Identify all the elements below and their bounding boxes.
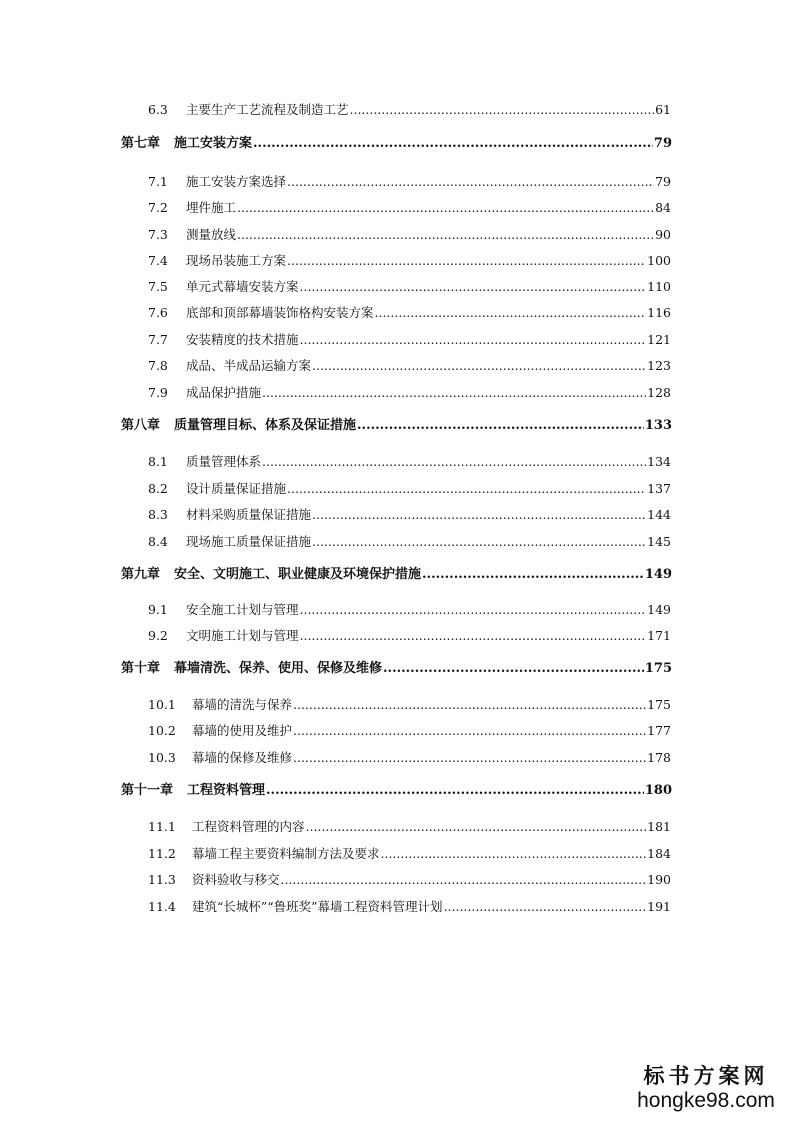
toc-dot-leader [266,781,644,801]
toc-section-entry[interactable] [148,356,671,376]
toc-dot-leader [444,897,647,917]
toc-entry-page: 123 [647,358,671,373]
toc-entry-number: 8.1 [148,454,168,469]
toc-section-entry[interactable] [148,383,671,403]
toc-dot-leader [312,356,646,376]
toc-entry-title: 测量放线 [186,227,237,242]
toc-entry-page: 144 [647,507,671,522]
toc-entry-page: 79 [655,174,671,189]
toc-dot-leader [287,479,646,499]
toc-dot-leader [262,452,646,472]
toc-dot-leader [293,748,646,768]
toc-entry-page: 90 [655,227,671,242]
toc-entry-title: 安全、文明施工、职业健康及环境保护措施 [174,567,422,582]
toc-dot-leader [300,600,647,620]
toc-entry-page: 191 [647,899,671,914]
toc-entry-page: 181 [647,819,671,834]
toc-entry-page: 177 [647,723,671,738]
toc-entry-title: 质量管理目标、体系及保证措施 [174,418,357,433]
toc-dot-leader [312,532,646,552]
toc-section-entry[interactable] [148,251,671,271]
toc-entry-title: 主要生产工艺流程及制造工艺 [186,102,349,117]
toc-entry-number: 7.2 [148,200,168,215]
toc-entry-number: 7.1 [148,174,168,189]
toc-dot-leader [300,330,647,350]
toc-entry-number: 8.3 [148,507,168,522]
toc-entry-number: 8.2 [148,481,168,496]
toc-entry-title: 现场施工质量保证措施 [186,534,312,549]
toc-entry-title: 幕墙清洗、保养、使用、保修及维修 [174,661,383,676]
toc-entry-title: 幕墙的清洗与保养 [192,697,293,712]
toc-entry-title: 成品、半成品运输方案 [186,358,312,373]
toc-entry-page: 84 [655,200,671,215]
toc-entry-number: 10.1 [148,697,176,712]
toc-section-entry[interactable] [148,600,671,620]
toc-entry-page: 100 [647,253,671,268]
toc-dot-leader [375,303,647,323]
toc-dot-leader [237,198,654,218]
toc-entry-number: 11.2 [148,846,176,861]
toc-entry-page: 128 [647,385,671,400]
toc-entry-page: 149 [644,567,672,582]
toc-entry-title: 质量管理体系 [186,454,262,469]
toc-entry-number: 11.4 [148,899,176,914]
toc-entry-number: 9.1 [148,602,168,617]
toc-entry-title: 幕墙的保修及维修 [192,750,293,765]
toc-entry-title: 单元式幕墙安装方案 [186,279,299,294]
toc-entry-title: 成品保护措施 [186,385,262,400]
toc-entry-title: 埋件施工 [186,200,237,215]
toc-entry-title: 现场吊装施工方案 [186,253,287,268]
toc-dot-leader [287,251,646,271]
toc-entry-title: 材料采购质量保证措施 [186,507,312,522]
toc-dot-leader [306,817,647,837]
toc-entry-page: 175 [647,697,671,712]
toc-entry-page: 110 [647,279,671,294]
toc-section-entry[interactable] [148,748,671,768]
toc-dot-leader [281,870,647,890]
toc-dot-leader [383,659,644,679]
watermark-logo-cn: 标书方案网 [643,1063,769,1088]
toc-section-entry[interactable] [148,452,671,472]
toc-section-entry[interactable] [148,626,671,646]
toc-section-entry[interactable] [148,479,671,499]
toc-dot-leader [300,626,647,646]
toc-entry-number: 第十一章 [121,783,174,798]
toc-entry-number: 第八章 [121,418,161,433]
toc-entry-title: 工程资料管理 [187,783,266,798]
toc-section-entry[interactable] [148,505,671,525]
toc-entry-page: 133 [644,418,672,433]
toc-entry-number: 8.4 [148,534,168,549]
toc-entry-number: 10.2 [148,723,176,738]
toc-dot-leader [300,277,647,297]
toc-entry-page: 137 [647,481,671,496]
toc-entry-number: 7.7 [148,332,168,347]
toc-entry-number: 10.3 [148,750,176,765]
toc-entry-number: 6.3 [148,102,168,117]
toc-entry-number: 7.5 [148,279,168,294]
toc-entry-page: 180 [644,783,672,798]
toc-section-entry[interactable] [148,100,671,120]
toc-dot-leader [262,383,646,403]
toc-section-entry[interactable] [148,172,671,192]
toc-entry-page: 175 [644,661,672,676]
toc-entry-title: 幕墙工程主要资料编制方法及要求 [192,846,380,861]
toc-dot-leader [350,100,655,120]
toc-chapter-entry[interactable] [121,565,672,585]
toc-entry-page: 178 [647,750,671,765]
toc-dot-leader [287,172,654,192]
toc-entry-number: 第九章 [121,567,161,582]
toc-entry-number: 7.3 [148,227,168,242]
toc-dot-leader [381,844,647,864]
toc-entry-number: 7.4 [148,253,168,268]
watermark-logo-en: hongke98.com [637,1089,775,1112]
toc-chapter-entry[interactable] [121,781,672,801]
toc-entry-number: 9.2 [148,628,168,643]
watermark-logo [631,1063,781,1113]
toc-entry-page: 145 [647,534,671,549]
toc-section-entry[interactable] [148,532,671,552]
toc-section-entry[interactable] [148,897,671,917]
toc-entry-title: 底部和顶部幕墙装饰格构安装方案 [186,305,374,320]
toc-section-entry[interactable] [148,277,671,297]
toc-section-entry[interactable] [148,870,671,890]
toc-section-entry[interactable] [148,721,671,741]
toc-entry-page: 134 [647,454,671,469]
toc-dot-leader [422,565,644,585]
toc-dot-leader [312,505,646,525]
toc-entry-title: 施工安装方案选择 [186,174,287,189]
toc-dot-leader [253,134,653,154]
toc-section-entry[interactable] [148,817,671,837]
toc-entry-title: 资料验收与移交 [192,872,280,887]
toc-section-entry[interactable] [148,330,671,350]
toc-entry-title: 文明施工计划与管理 [186,628,299,643]
toc-section-entry[interactable] [148,695,671,715]
toc-entry-number: 第七章 [121,136,161,151]
toc-section-entry[interactable] [148,303,671,323]
toc-dot-leader [293,721,646,741]
toc-entry-number: 7.8 [148,358,168,373]
toc-section-entry[interactable] [148,225,671,245]
toc-entry-title: 施工安装方案 [174,136,253,151]
toc-entry-number: 11.1 [148,819,176,834]
toc-entry-title: 工程资料管理的内容 [192,819,305,834]
toc-entry-number: 7.9 [148,385,168,400]
toc-dot-leader [293,695,646,715]
toc-entry-number: 11.3 [148,872,176,887]
toc-entry-page: 116 [647,305,671,320]
toc-dot-leader [357,416,644,436]
toc-entry-page: 79 [653,136,672,151]
toc-entry-title: 安全施工计划与管理 [186,602,299,617]
toc-entry-title: 安装精度的技术措施 [186,332,299,347]
toc-entry-page: 171 [647,628,671,643]
toc-entry-page: 149 [647,602,671,617]
toc-entry-page: 121 [647,332,671,347]
toc-section-entry[interactable] [148,198,671,218]
toc-entry-page: 61 [655,102,671,117]
toc-section-entry[interactable] [148,844,671,864]
toc-entry-title: 建筑“长城杯”“鲁班奖”幕墙工程资料管理计划 [192,899,443,914]
toc-chapter-entry[interactable] [121,134,672,154]
toc-chapter-entry[interactable] [121,659,672,679]
toc-entry-page: 190 [647,872,671,887]
toc-entry-number: 7.6 [148,305,168,320]
toc-entry-page: 184 [647,846,671,861]
toc-entry-number: 第十章 [121,661,161,676]
toc-entry-title: 设计质量保证措施 [186,481,287,496]
toc-chapter-entry[interactable] [121,416,672,436]
toc-dot-leader [237,225,654,245]
toc-entry-title: 幕墙的使用及维护 [192,723,293,738]
